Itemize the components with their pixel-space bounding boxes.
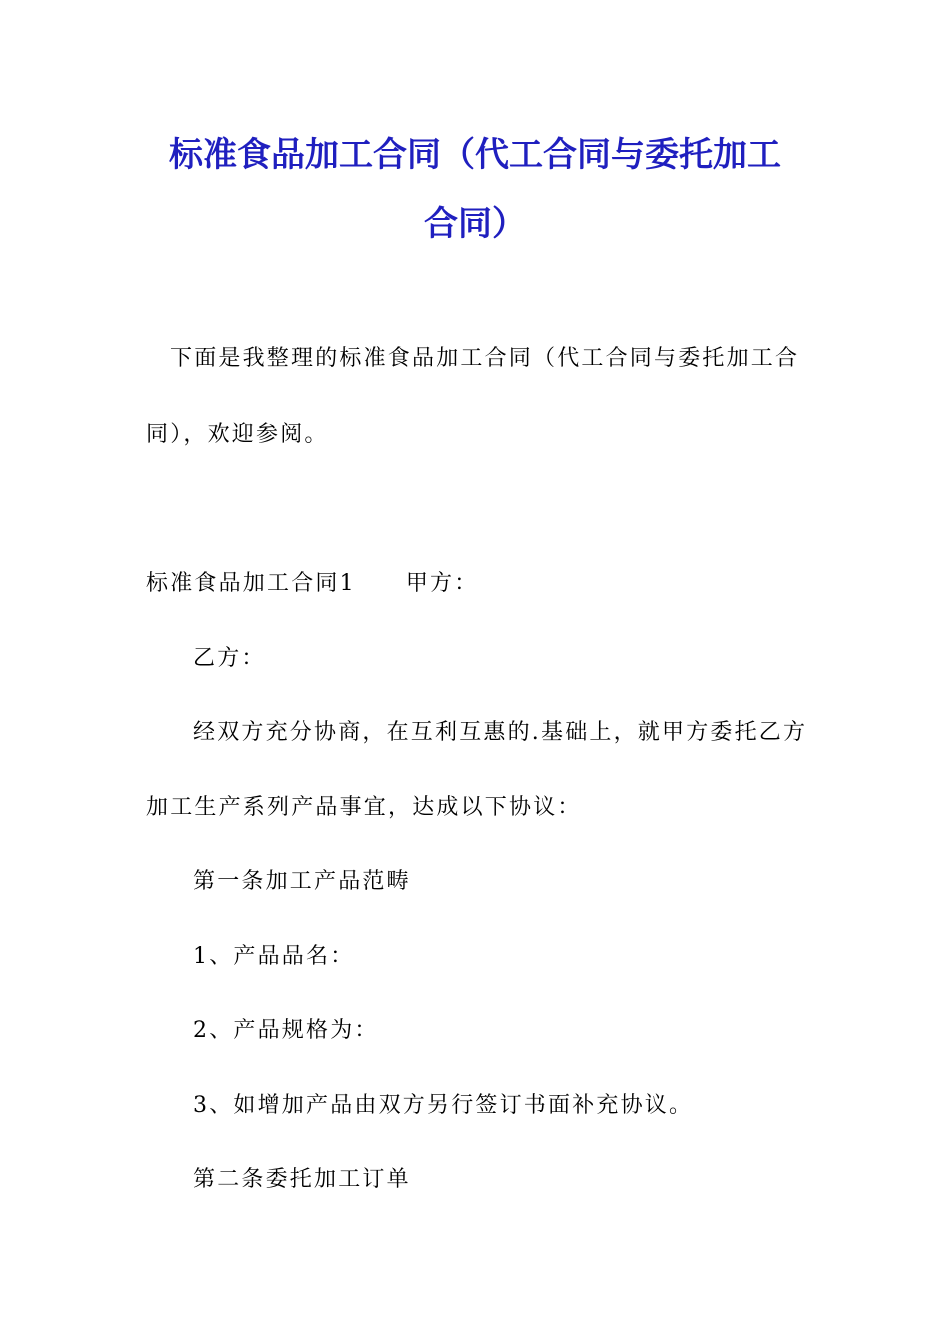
- article-1-item-3: 3、如增加产品由双方另行签订书面补充协议。: [193, 1093, 694, 1118]
- document-title-line-1: 标准食品加工合同（代工合同与委托加工: [169, 135, 781, 175]
- intro-paragraph-line-1: 下面是我整理的标准食品加工合同（代工合同与委托加工合: [170, 346, 800, 371]
- article-1-item-1: 1、产品品名：: [193, 944, 355, 969]
- intro-paragraph-line-2: 同），欢迎参阅。: [146, 422, 329, 447]
- article-1-item-2: 2、产品规格为：: [193, 1018, 379, 1043]
- contract-heading-row: [146, 573, 478, 595]
- contract-heading: 标准食品加工合同1: [146, 571, 356, 596]
- party-b-label: 乙方：: [193, 646, 266, 671]
- party-a-label: 甲方：: [405, 571, 479, 596]
- preamble-line-1: 经双方充分协商，在互利互惠的.基础上，就甲方委托乙方: [193, 720, 808, 745]
- document-title-line-2: 合同）: [424, 204, 526, 244]
- article-1-title: 第一条加工产品范畴: [193, 869, 411, 894]
- preamble-line-2: 加工生产系列产品事宜，达成以下协议：: [146, 795, 582, 820]
- article-2-title: 第二条委托加工订单: [193, 1167, 411, 1192]
